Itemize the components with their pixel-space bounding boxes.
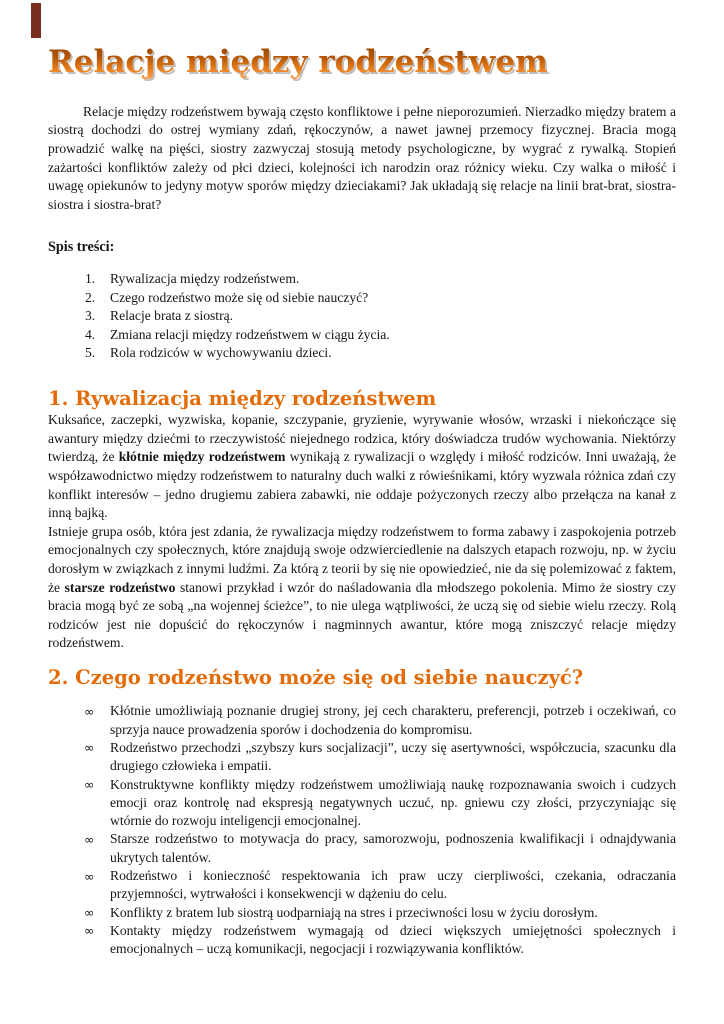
list-item-text: Konstruktywne konflikty między rodzeństwem umożliwiają naukę rozpoznawania swoich i cudzych emocji oraz kontrolę nad ekspresją negatywnych uczuć, np. gniewu czy złości, przyczyniając się wtórnie do rozwoju inteligencji emocjonalnej. bbox=[110, 776, 676, 829]
infinity-bullet-icon: ∞ bbox=[84, 868, 95, 884]
list-item bbox=[48, 702, 676, 739]
toc-list bbox=[48, 270, 676, 363]
toc-item: Rywalizacja między rodzeństwem. bbox=[110, 270, 300, 286]
section-1-paragraph-1 bbox=[48, 411, 676, 523]
list-item-text: Rodzeństwo i konieczność respektowania ich praw uczy cierpliwości, czekania, odraczania przyjemności, wytrwałości i konsekwencji w dążeniu do celu. bbox=[110, 868, 676, 902]
list-item bbox=[48, 922, 676, 959]
intro-paragraph: Relacje między rodzeństwem bywają często konfliktowe i pełne nieporozumień. Nierzadko między bratem a siostrą dochodzi do ostrej wymiany zdań, rękoczynów, a nawet jawnej przemocy fizycznej. Bracia mogą prowadzić walkę na pięści, siostry zazwyczaj stosują metody psychologiczne, by wygrać z rywalką. Stopień zażartości konfliktów zależy od płci dzieci, kolejności ich narodzin oraz różnicy wieku. Czy walka o miłość i uwagę opiekunów to jedyny motyw sporów między dzieciakami? Jak układają się relacje na linii brat-brat, siostra-siostra i siostra-brat? bbox=[48, 103, 676, 212]
paragraph-text: wynikają z rywalizacji o względy i miłość rodziców. Inni uważają, że współzawodnictwo między rodzeństwem to naturalny duch walki z rówieśnikami, który wyzwala różnica zdań czy konflikt interesów – jedno drugiemu zabiera zabawki, nie oddaje pożyczonych rzeczy albo przełącza na kanał z inną bajką. bbox=[48, 449, 676, 521]
paragraph-text: Kuksańce, zaczepki, wyzwiska, kopanie, szczypanie, gryzienie, wyrywanie włosów, wrzaski i niekończące się awantury między dziećmi to rzeczywistość niejednego rodzica, który doświadcza trudów wychowania. Niektórzy twierdzą, że bbox=[48, 412, 676, 465]
list-item bbox=[48, 830, 676, 867]
infinity-bullet-icon: ∞ bbox=[84, 703, 95, 719]
revision-mark bbox=[31, 3, 41, 38]
paragraph-text: Istnieje grupa osób, która jest zdania, że rywalizacja między rodzeństwem to forma zabawy i zaspokojenia potrzeb emocjonalnych czy społecznych, które znajdują swoje odzwierciedlenie na dalszych etapach rozwoju, np. w życiu dorosłym w związkach z innymi ludźmi. Za którą z teorii by się nie opowiedzieć, nie da się polemizować z faktem, że bbox=[48, 523, 676, 595]
toc-heading: Spis treści: bbox=[48, 239, 115, 256]
toc-item: Zmiana relacji między rodzeństwem w ciągu życia. bbox=[110, 326, 390, 342]
infinity-bullet-icon: ∞ bbox=[84, 777, 95, 793]
section-1-heading: 1. Rywalizacja między rodzeństwem bbox=[48, 386, 437, 410]
paragraph-text: stanowi przykład i wzór do naśladowania dla młodszego pokolenia. Mimo że siostry czy bracia mogą być ze sobą „na wojennej ścieżce”, to nie ulega wątpliwości, że uczą się od siebie wielu rzeczy. Rolą rodziców jest nie dopuścić do rękoczynów i nagminnych awantur, które mogą zniszczyć relacje między rodzeństwem. bbox=[48, 579, 677, 651]
list-item bbox=[48, 904, 676, 922]
infinity-bullet-icon: ∞ bbox=[84, 923, 95, 939]
list-item bbox=[48, 867, 676, 904]
infinity-bullet-icon: ∞ bbox=[84, 831, 95, 847]
list-item-text: Konflikty z bratem lub siostrą uodparniają na stres i przeciwności losu w życiu dorosłym. bbox=[110, 904, 598, 920]
list-item-text: Rodzeństwo przechodzi „szybszy kurs socjalizacji”, uczy się asertywności, współczucia, szacunku dla drugiego człowieka i empatii. bbox=[110, 739, 676, 774]
toc-item: Rola rodziców w wychowywaniu dzieci. bbox=[110, 345, 332, 361]
section-1-paragraph-2 bbox=[48, 523, 676, 653]
bold-phrase: kłótnie między rodzeństwem bbox=[118, 449, 286, 465]
list-item-text: Kłótnie umożliwiają poznanie drugiej strony, jej cech charakteru, preferencji, potrzeb i oczekiwań, co sprzyja nauce prowadzenia sporów i dochodzenia do kompromisu. bbox=[110, 703, 676, 737]
document-content bbox=[0, 43, 724, 959]
list-item-text: Starsze rodzeństwo to motywacja do pracy, samorozwoju, podnoszenia kwalifikacji i odnajdywania ukrytych talentów. bbox=[110, 831, 676, 865]
infinity-bullet-icon: ∞ bbox=[84, 905, 95, 921]
page-title: Relacje między rodzeństwem bbox=[48, 44, 548, 80]
toc-item: Czego rodzeństwo może się od siebie nauczyć? bbox=[110, 289, 369, 305]
list-item bbox=[48, 776, 676, 831]
list-item bbox=[48, 739, 676, 776]
toc-item: Relacje brata z siostrą. bbox=[110, 308, 234, 324]
benefits-list bbox=[48, 702, 676, 958]
bold-phrase: starsze rodzeństwo bbox=[64, 579, 176, 595]
list-item-text: Kontakty między rodzeństwem wymagają od dzieci większych umiejętności społecznych i emocjonalnych – uczą komunikacji, negocjacji i rozwiązywania konfliktów. bbox=[110, 922, 676, 957]
infinity-bullet-icon: ∞ bbox=[84, 740, 95, 756]
section-2-heading: 2. Czego rodzeństwo może się od siebie nauczyć? bbox=[48, 665, 584, 689]
